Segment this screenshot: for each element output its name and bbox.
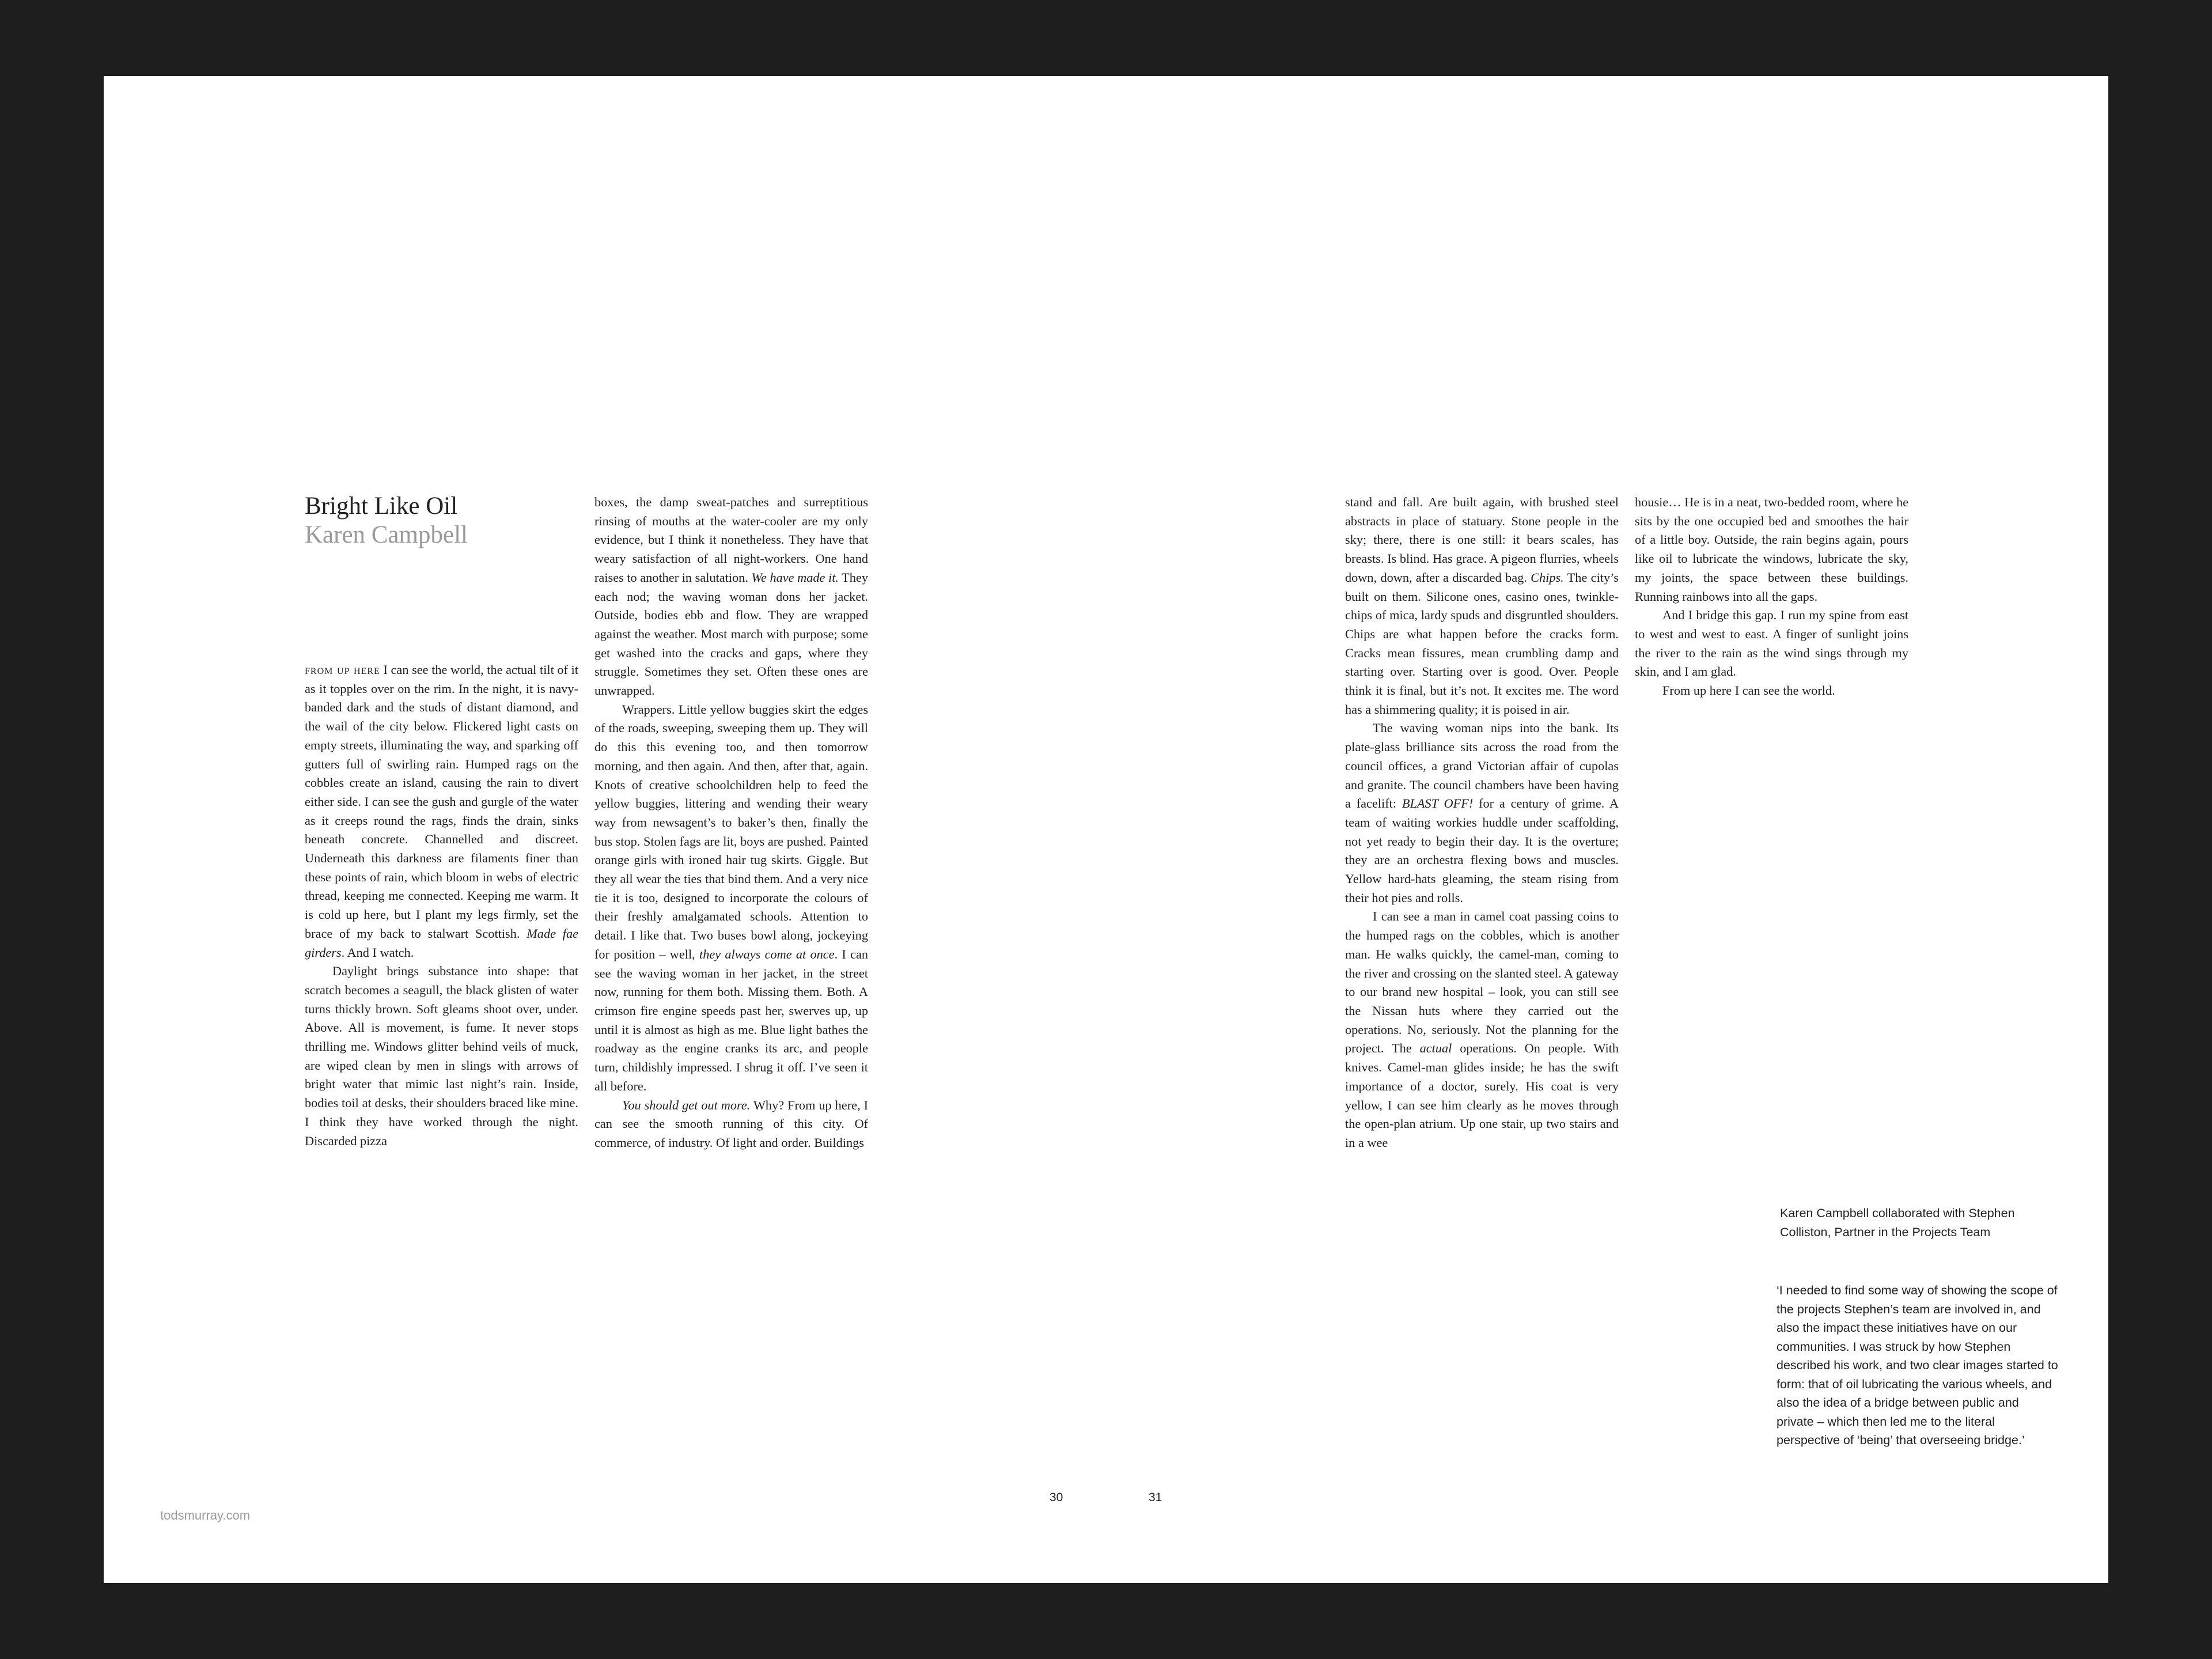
website-link[interactable]: todsmurray.com <box>160 1508 251 1522</box>
paragraph <box>594 700 868 1096</box>
text-run: I can see the world, the actual tilt of it as it topples over on the rim. In the night, it is navy-banded dark and the studs of distant diamond, and the wail of the city below. Flickered light casts on empty streets, illuminating the way, and sparking off gutters full of swirling rain. Humped rags on the cobbles create an island, causing the rain to divert either side. I can see the gush and gurgle of the water as it creeps round the rags, finds the drain, sinks beneath concrete. Channelled and discreet. Underneath this darkness are filaments finer than these points of rain, which bloom in webs of electric thread, keeping me connected. Keeping me warm. It is cold up here, but I plant my legs firmly, set the brace of my back to stalwart Scottish. <box>305 662 578 941</box>
paragraph <box>594 1096 868 1153</box>
italic-run: You should get out more. <box>622 1097 751 1112</box>
text-run: Wrappers. Little yellow buggies skirt the edges of the roads, sweeping, sweeping them up. They will do this this evening too, and then tomorrow morning, and then again. And then, after that, again. Knots of creative schoolchildren help to feed the yellow buggies, littering and wending their weary way from newsagent’s to baker’s then, finally the bus stop. Stolen fags are lit, boys are pushed. Painted orange girls with ironed hair tug skirts. Giggle. But they all wear the ties that bind them. And a very nice tie it is too, designed to incorporate the colours of their freshly amalgamated schools. Attention to detail. I like that. Two buses bowl along, jockeying for position – well, <box>594 702 868 961</box>
paragraph <box>1345 719 1619 907</box>
collaboration-credit: Karen Campbell collaborated with Stephen Colliston, Partner in the Projects Team <box>1780 1206 2015 1239</box>
paragraph <box>1345 493 1619 719</box>
paragraph <box>594 493 868 700</box>
text-column-1 <box>305 661 578 1150</box>
text-run: boxes, the damp sweat-patches and surreptitious rinsing of mouths at the water-cooler are my only evidence, but I think it nonetheless. They have that weary satisfaction of all night-workers. One hand raises to another in salutation. <box>594 495 868 585</box>
text-column-4 <box>1635 493 1908 700</box>
text-run: The city’s built on them. Silicone ones, casino ones, twinkle-chips of mica, lardy spuds and disgruntled shoulders. Chips are what happen before the cracks form. Cracks mean fissures, mean crumbling damp and starting over. Starting over is good. Over. People think it is final, but it’s not. It excites me. The word has a shimmering quality; it is poised in air. <box>1345 570 1619 717</box>
page-number-left: 30 <box>1050 1491 1063 1504</box>
italic-run: they always come at once <box>699 946 835 961</box>
lead-in: from up here <box>305 662 380 677</box>
italic-run: actual <box>1419 1041 1452 1056</box>
magazine-spread <box>104 76 2108 1583</box>
italic-run: Made fae girders <box>305 926 579 960</box>
text-run: operations. On people. With knives. Camel-man glides inside; he has the swift importance of a doctor, surely. His coat is very yellow, I can see him clearly as he moves through the open-plan atrium. Up one stair, up two stairs and in a wee <box>1345 1041 1619 1150</box>
text-run: I can see a man in camel coat passing coins to the humped rags on the cobbles, which is another man. He walks quickly, the camel-man, coming to the river and crossing on the slanted steel. A gateway to our brand new hospital – look, you can still see the Nissan huts where they carried out the operations. No, seriously. Not the planning for the project. The <box>1345 909 1619 1056</box>
article-title: Bright Like Oil <box>305 493 458 520</box>
text-run: stand and fall. Are built again, with brushed steel abstracts in place of statuary. Stone people in the sky; there, there is one still: it bears scales, has breasts. Is blind. Has grace. A pigeon flurries, wheels down, down, after a discarded bag. <box>1345 495 1619 585</box>
paragraph: housie… He is in a neat, two-bedded room, where he sits by the one occupied bed and smoothes the hair of a little boy. Outside, the rain begins again, pours like oil to lubricate the windows, lubricate the sky, my joints, the space between these buildings. Running rainbows into all the gaps. <box>1635 495 1908 604</box>
page-number-right: 31 <box>1149 1491 1162 1504</box>
article-author: Karen Campbell <box>305 521 468 548</box>
paragraph: And I bridge this gap. I run my spine from east to west and west to east. A finger of sunlight joins the river to the rain as the wind sings through my skin, and I am glad. <box>1635 608 1908 679</box>
italic-run: We have made it. <box>751 570 839 585</box>
text-run: . I can see the waving woman in her jacket, in the street now, running for them both. Missing them. Both. A crimson fire engine speeds past her, swerves up, up until it is almost as high as me. Blue light bathes the roadway as the engine cranks its arc, and people turn, childishly impressed. I shrug it off. I’ve seen it all before. <box>594 946 869 1093</box>
paragraph <box>305 661 578 962</box>
text-run: The waving woman nips into the bank. Its plate-glass brilliance sits across the road from the council offices, a grand Victorian affair of cupolas and granite. The council chambers have been having a facelift: <box>1345 721 1619 811</box>
paragraph <box>1345 907 1619 1152</box>
italic-run: Chips. <box>1531 570 1564 585</box>
text-run: for a century of grime. A team of waiting workies huddle under scaffolding, not yet ready to begin their day. It is the overture; they are an orchestra flexing bows and muscles. Yellow hard-hats gleaming, the steam rising from their hot pies and rolls. <box>1345 796 1619 905</box>
paragraph: From up here I can see the world. <box>1662 683 1835 698</box>
text-run: . And I watch. <box>341 945 414 960</box>
italic-run: BLAST OFF! <box>1402 796 1474 811</box>
text-column-3 <box>1345 493 1619 1153</box>
text-column-2 <box>594 493 868 1153</box>
author-quote: ‘I needed to find some way of showing the scope of the projects Stephen’s team are involved in, and also the impact these initiatives have on our communities. I was struck by how Stephen described his work, and two clear images started to form: that of oil lubricating the various wheels, and also the idea of a bridge between public and private – which then led me to the literal perspective of ‘being’ that overseeing bridge.’ <box>1777 1283 2058 1447</box>
text-run: They each nod; the waving woman dons her jacket. Outside, bodies ebb and flow. They are wrapped against the weather. Most march with purpose; some get washed into the cracks and gaps, where they struggle. Sometimes they set. Often these ones are unwrapped. <box>594 570 868 698</box>
paragraph: Daylight brings substance into shape: that scratch becomes a seagull, the black glisten of water turns thickly brown. Soft gleams shoot over, under. Above. All is movement, is fume. It never stops thrilling me. Windows glitter behind veils of muck, are wiped clean by men in slings with arrows of bright water that mimic last night’s rain. Inside, bodies toil at desks, their shoulders braced like mine. I think they have worked through the night. Discarded pizza <box>305 964 578 1148</box>
text-run: Why? From up here, I can see the smooth running of this city. Of commerce, of industry. Of light and order. Buildings <box>594 1097 868 1150</box>
